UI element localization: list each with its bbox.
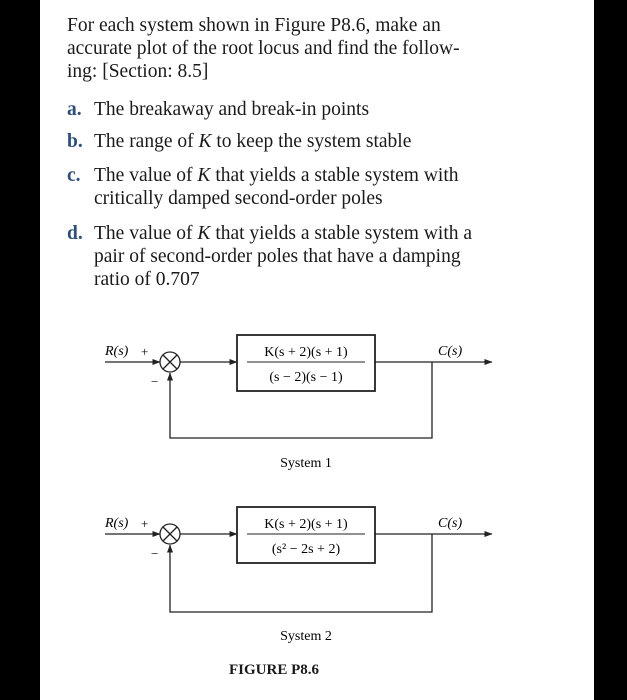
- item-label: a.: [67, 99, 82, 120]
- item-line: The range of K to keep the system stable: [94, 131, 412, 152]
- intro-line: ing: [Section: 8.5]: [67, 61, 209, 82]
- item-line: The value of K that yields a stable system with: [94, 165, 459, 186]
- item-line: pair of second-order poles that have a damping: [94, 246, 461, 267]
- output-label: C(s): [438, 344, 463, 359]
- summing-junction-icon: [160, 524, 180, 544]
- tf-numerator: K(s + 2)(s + 1): [264, 345, 348, 360]
- item-label: d.: [67, 223, 83, 244]
- item-label: c.: [67, 165, 81, 186]
- item-line: ratio of 0.707: [94, 269, 200, 290]
- item-line: The value of K that yields a stable system with a: [94, 223, 473, 244]
- system-2-diagram: [104, 507, 492, 644]
- input-label: R(s): [105, 516, 129, 531]
- plus-sign: +: [141, 516, 149, 531]
- intro-line: For each system shown in Figure P8.6, make an: [67, 15, 441, 36]
- input-label: R(s): [105, 344, 129, 359]
- minus-sign: −: [151, 546, 159, 561]
- item-label: b.: [67, 131, 83, 152]
- intro-line: accurate plot of the root locus and find the follow-: [67, 38, 460, 59]
- tf-numerator: K(s + 2)(s + 1): [264, 517, 348, 532]
- document-page: [40, 0, 594, 700]
- item-line: The breakaway and break-in points: [94, 99, 370, 120]
- tf-denominator: (s − 2)(s − 1): [269, 370, 343, 385]
- system-caption: System 1: [280, 456, 332, 471]
- output-label: C(s): [438, 516, 463, 531]
- minus-sign: −: [151, 374, 159, 389]
- block-diagram: [40, 0, 594, 700]
- item-line: critically damped second-order poles: [94, 188, 383, 209]
- plus-sign: +: [141, 344, 149, 359]
- figure-title: FIGURE P8.6: [229, 662, 319, 678]
- tf-denominator: (s² − 2s + 2): [271, 542, 341, 557]
- summing-junction-icon: [160, 352, 180, 372]
- system-caption: System 2: [280, 629, 332, 644]
- system-1-diagram: [104, 335, 492, 471]
